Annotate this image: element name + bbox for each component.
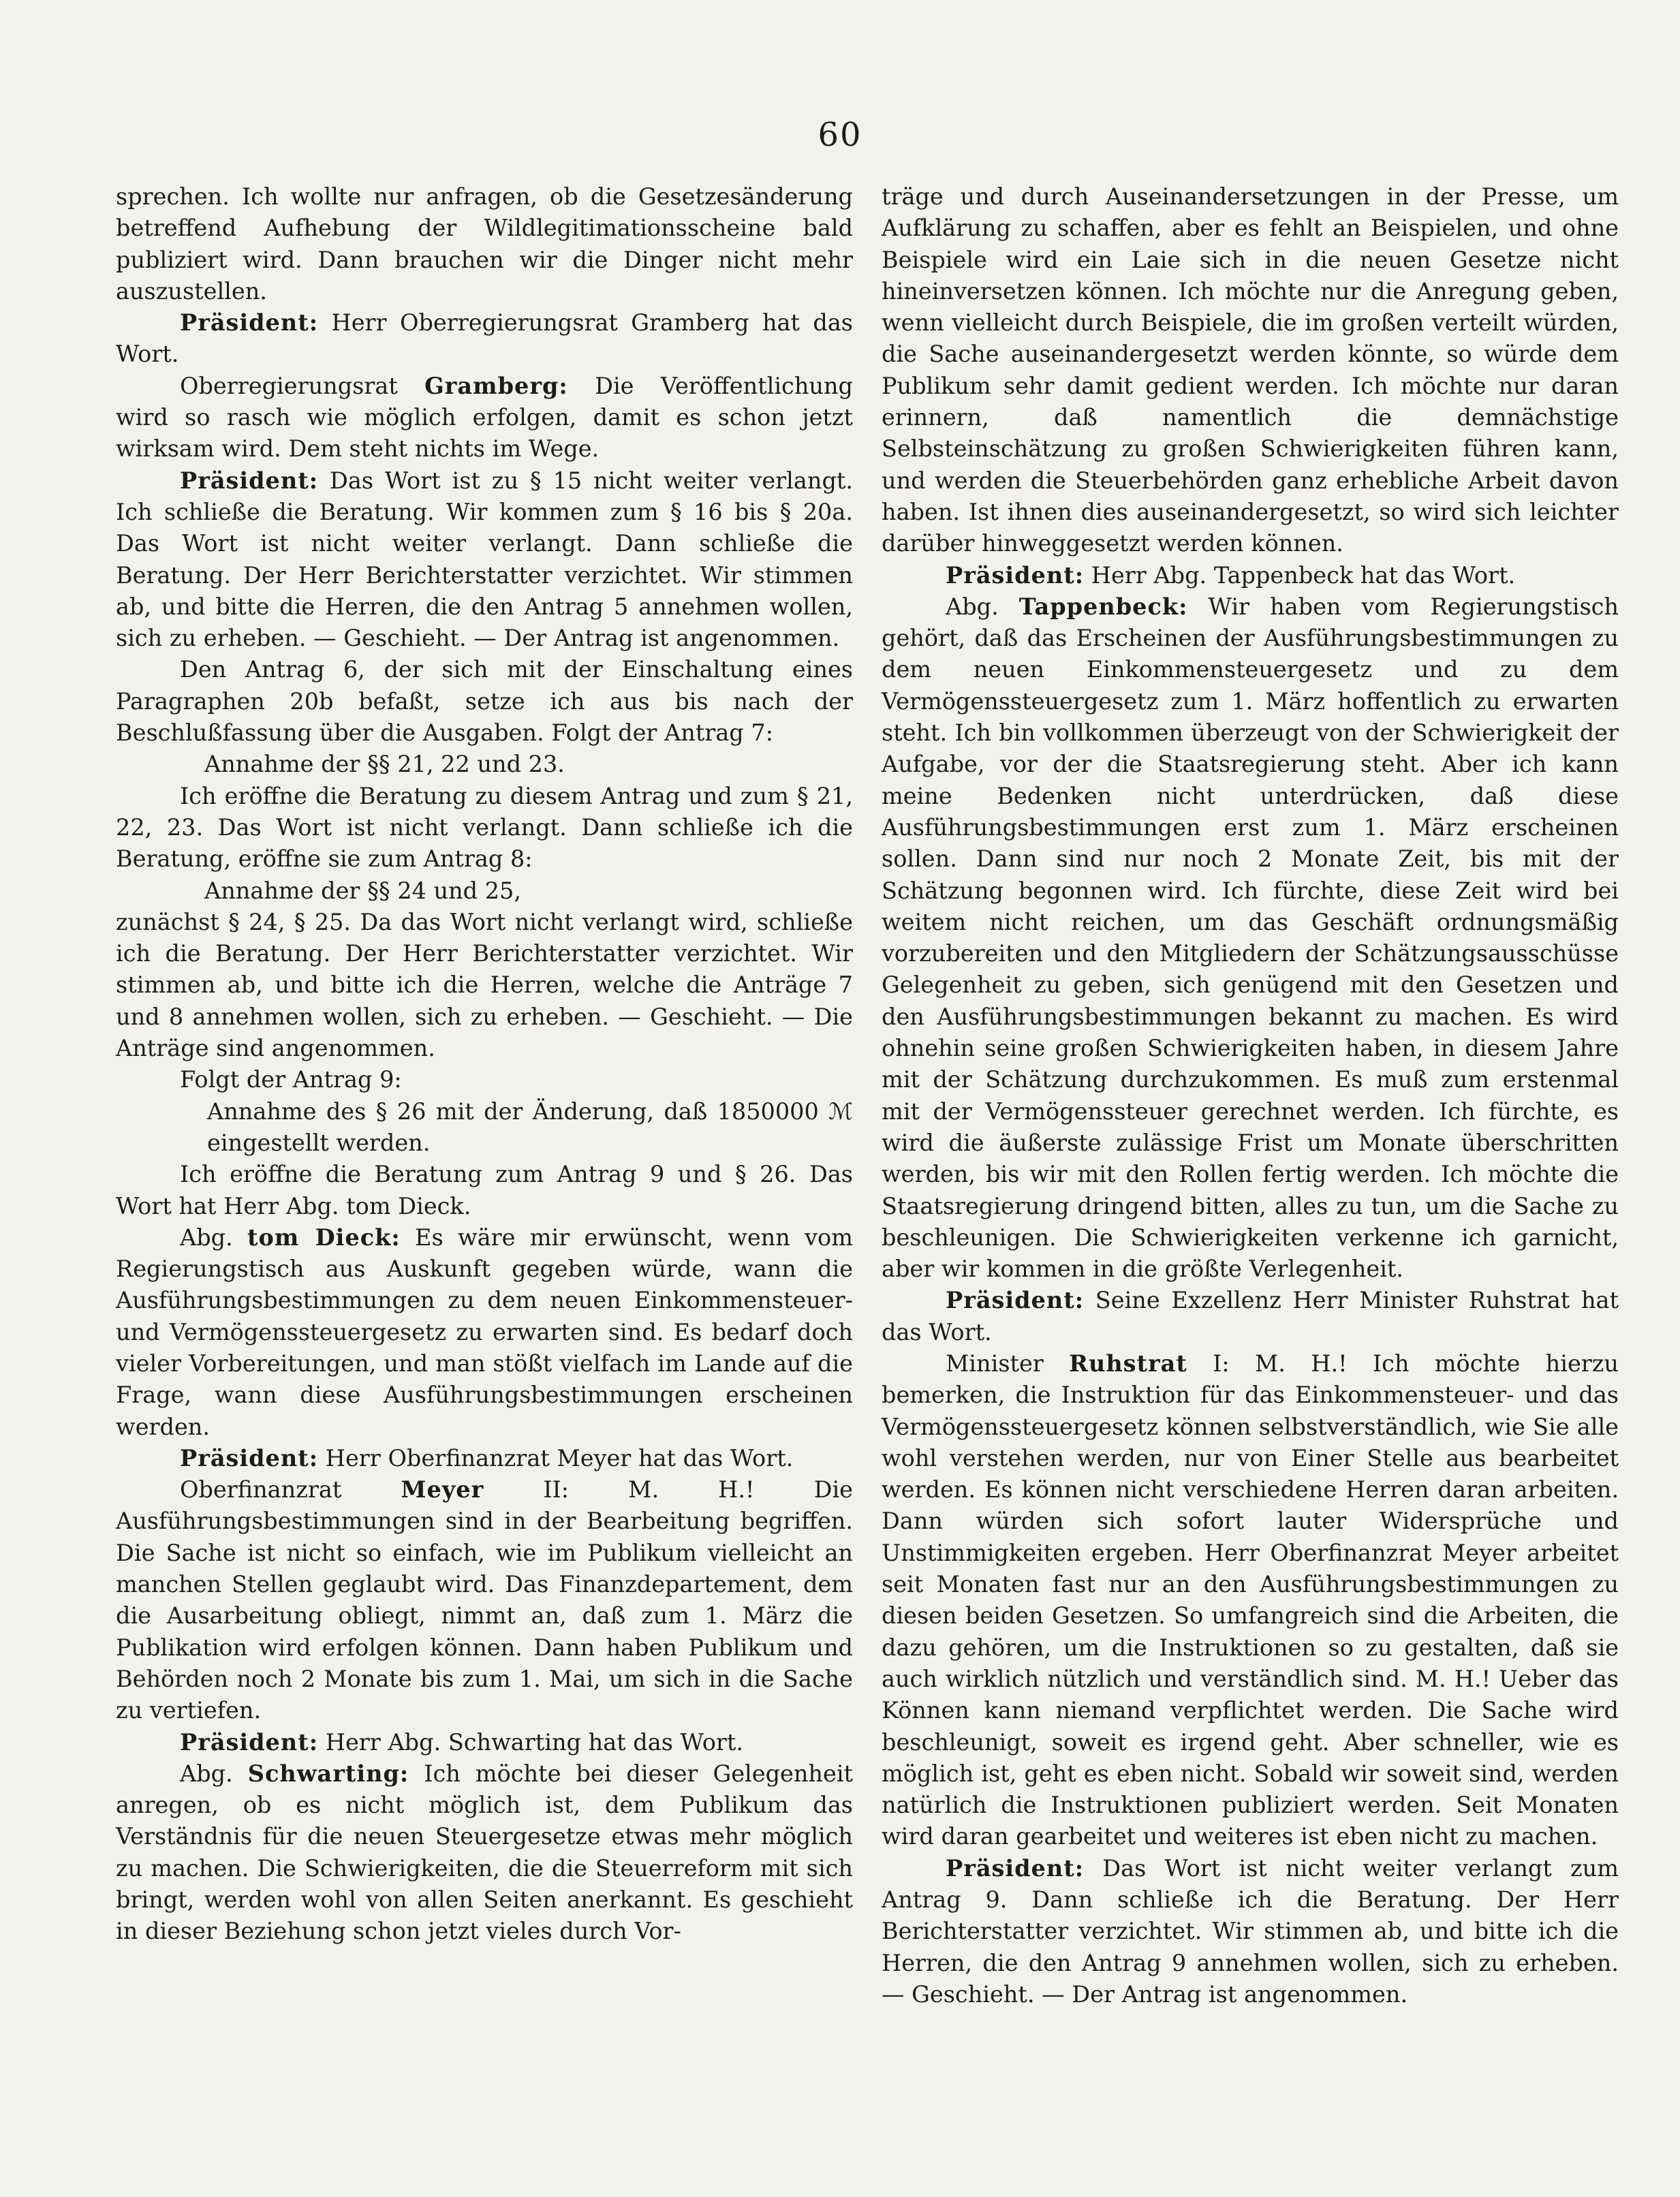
paragraph-text: Den Antrag 6, der sich mit der Einschaltung eines Paragraphen 20b befaßt, setze ich aus bis nach der Beschlußfassung über die Ausgaben. Folgt der Antrag 7: [116, 656, 853, 747]
paragraph-text: Ich möchte bei dieser Gelegenheit anregen, ob es nicht möglich ist, dem Publikum das Verständnis für die neuen Steuergesetze etwas mehr möglich zu machen. Die Schwierigkeiten, die die Steuerreform mit sich bringt, werden wohl von allen Seiten anerkannt. Es geschieht in dieser Beziehung schon jetzt vieles durch Vor- [116, 1760, 853, 1945]
paragraph [882, 1853, 1619, 2010]
paragraph [116, 1474, 853, 1726]
speaker-name: Präsident: [180, 309, 319, 337]
paragraph-text: Abg. [180, 1224, 248, 1251]
paragraph-text: Herr Oberregierungsrat Gramberg hat das Wort. [116, 309, 853, 368]
paragraph [116, 371, 853, 465]
paragraph [116, 875, 853, 907]
paragraph-text: Annahme der §§ 21, 22 und 23. [204, 751, 565, 778]
paragraph [116, 1758, 853, 1948]
speaker-name: Präsident: [946, 561, 1085, 589]
paragraph-text: Herr Abg. Tappenbeck hat das Wort. [1084, 561, 1516, 589]
paragraph [116, 749, 853, 780]
speaker-name: Präsident: [180, 1728, 319, 1756]
paragraph-text: Minister [946, 1350, 1070, 1377]
paragraph-text: Seine Exzellenz Herr Minister Ruhstrat hat das Wort. [882, 1287, 1619, 1345]
paragraph-text: Ich eröffne die Beratung zu diesem Antrag und zum § 21, 22, 23. Das Wort ist nicht verlangt. Dann schließe ich die Beratung, eröffne sie zum Antrag 8: [116, 782, 853, 873]
paragraph [116, 465, 853, 655]
paragraph-text: Herr Abg. Schwarting hat das Wort. [318, 1728, 743, 1756]
paragraph [116, 654, 853, 749]
paragraph-text: Abg. [180, 1760, 248, 1787]
paragraph [116, 1064, 853, 1095]
speaker-name: Präsident: [946, 1854, 1085, 1882]
speaker-name: Präsident: [946, 1287, 1085, 1314]
speaker-name: Schwarting: [247, 1760, 409, 1787]
paragraph [116, 181, 853, 307]
paragraph [116, 307, 853, 371]
paragraph-text: sprechen. Ich wollte nur anfragen, ob die Gesetzesänderung betreffend Aufhebung der Wildlegitimationsscheine bald publiziert wird. Dann brauchen wir die Dinger nicht mehr auszustellen. [116, 183, 853, 305]
paragraph [116, 907, 853, 1064]
paragraph [116, 1096, 853, 1159]
paragraph-text: träge und durch Auseinandersetzungen in der Presse, um Aufklärung zu schaffen, aber es fehlt an Beispielen, und ohne Beispiele wird ein Laie sich in die neuen Gesetze nicht hineinversetzen können. Ich möchte nur die Anregung geben, wenn vielleicht durch Beispiele, die im großen verteilt würden, die Sache auseinandergesetzt werden könnte, so würde dem Publikum sehr damit gedient werden. Ich möchte nur daran erinnern, daß namentlich die demnächstige Selbsteinschätzung zu großen Schwierigkeiten führen kann, und werden die Steuerbehörden ganz erhebliche Arbeit davon haben. Ist ihnen dies auseinandergesetzt, so wird sich leichter darüber hinweggesetzt werden können. [882, 183, 1619, 557]
speaker-name: Präsident: [180, 1444, 319, 1471]
paragraph [882, 1348, 1619, 1853]
speaker-name: Präsident: [180, 467, 319, 494]
paragraph [882, 181, 1619, 560]
paragraph-text: Oberfinanzrat [180, 1476, 401, 1503]
paragraph [116, 781, 853, 875]
paragraph-text: Das Wort ist nicht weiter verlangt zum Antrag 9. Dann schließe ich die Beratung. Der Herr Berichterstatter verzichtet. Wir stimmen ab, und bitte ich die Herren, die den Antrag 9 annehmen wollen, sich zu erheben. — Geschieht. — Der Antrag ist angenommen. [882, 1854, 1619, 2008]
paragraph [116, 1222, 853, 1443]
speaker-name: Tappenbeck: [1018, 593, 1188, 620]
paragraph-text: Folgt der Antrag 9: [180, 1066, 402, 1093]
paragraph-text: Wir haben vom Regierungstisch gehört, daß das Erscheinen der Ausführungsbestimmungen zu dem neuen Einkommensteuergesetz und zu dem Vermögenssteuergesetz zum 1. März hoffentlich zu erwarten steht. Ich bin vollkommen überzeugt von der Schwierigkeit der Aufgabe, vor der die Staatsregierung steht. Aber ich kann meine Bedenken nicht unterdrücken, daß diese Ausführungsbestimmungen erst zum 1. März erscheinen sollen. Dann sind nur noch 2 Monate Zeit, bis mit der Schätzung begonnen wird. Ich fürchte, diese Zeit wird bei weitem nicht reichen, um das Geschäft ordnungsmäßig vorzubereiten und den Mitgliedern der Schätzungsausschüsse Gelegenheit zu geben, sich genügend mit den Gesetzen und den Ausführungsbestimmungen bekannt zu machen. Es wird ohnehin seine großen Schwierigkeiten haben, in diesem Jahre mit der Schätzung durchzukommen. Es muß zum erstenmal mit der Vermögenssteuer gerechnet werden. Ich fürchte, es wird die äußerste zulässige Frist um Monate überschritten werden, bis wir mit den Rollen fertig werden. Ich möchte die Staatsregierung dringend bitten, alles zu tun, um die Sache zu beschleunigen. Die Schwierigkeiten verkenne ich garnicht, aber wir kommen in die größte Verlegenheit. [882, 593, 1619, 1283]
paragraph-text: Herr Oberfinanzrat Meyer hat das Wort. [318, 1444, 794, 1471]
paragraph-text: Abg. [946, 593, 1019, 620]
paragraph [882, 591, 1619, 1286]
paragraph [116, 1159, 853, 1222]
paragraph [882, 1285, 1619, 1348]
paragraph [882, 560, 1619, 591]
paragraph-text: Das Wort ist zu § 15 nicht weiter verlangt. Ich schließe die Beratung. Wir kommen zum § 16 bis § 20a. Das Wort ist nicht weiter verlangt. Dann schließe die Beratung. Der Herr Berichterstatter verzichtet. Wir stimmen ab, und bitte die Herren, die den Antrag 5 annehmen wollen, sich zu erheben. — Geschieht. — Der Antrag ist angenommen. [116, 467, 853, 652]
speaker-name: Ruhstrat [1069, 1350, 1187, 1377]
speaker-name: Meyer [401, 1476, 484, 1503]
paragraph [116, 1727, 853, 1758]
paragraph-text: Die Veröffentlichung wird so rasch wie möglich erfolgen, damit es schon jetzt wirksam wird. Dem steht nichts im Wege. [116, 372, 853, 463]
paragraph-text: Annahme der §§ 24 und 25, [204, 877, 522, 904]
paragraph-text: II: M. H.! Die Ausführungsbestimmungen sind in der Bearbeitung begriffen. Die Sache ist nicht so einfach, wie im Publikum vielleicht an manchen Stellen geglaubt wird. Das Finanzdepartement, dem die Ausarbeitung obliegt, nimmt an, daß zum 1. März die Publikation wird erfolgen können. Dann haben Publikum und Behörden noch 2 Monate bis zum 1. Mai, um sich in die Sache zu vertiefen. [116, 1476, 853, 1724]
speaker-name: tom Dieck: [247, 1224, 401, 1251]
paragraph-text: Ich eröffne die Beratung zum Antrag 9 und § 26. Das Wort hat Herr Abg. tom Dieck. [116, 1161, 853, 1219]
paragraph [116, 1443, 853, 1474]
paragraph-text: zunächst § 24, § 25. Da das Wort nicht verlangt wird, schließe ich die Beratung. Der Herr Berichterstatter verzichtet. Wir stimmen ab, und bitte ich die Herren, welche die Anträge 7 und 8 annehmen wollen, sich zu erheben. — Geschieht. — Die Anträge sind angenommen. [116, 908, 853, 1062]
paragraph-text: I: M. H.! Ich möchte hierzu bemerken, die Instruktion für das Einkommensteuer- und das Vermögenssteuergesetz können selbstverständlich, wie Sie alle wohl verstehen werden, nur von Einer Stelle aus bearbeitet werden. Es können nicht verschiedene Herren daran arbeiten. Dann würden sich sofort lauter Widersprüche und Unstimmigkeiten ergeben. Herr Oberfinanzrat Meyer arbeitet seit Monaten fast nur an den Ausführungsbestimmungen zu diesen beiden Gesetzen. So umfangreich sind die Arbeiten, die dazu gehören, um die Instruktionen so zu gestalten, daß sie auch wirklich nützlich und verständlich sind. M. H.! Ueber das Können kann niemand verpflichtet werden. Die Sache wird beschleunigt, soweit es irgend geht. Aber schneller, wie es möglich ist, geht es eben nicht. Sobald wir soweit sind, werden natürlich die Instruktionen publiziert werden. Seit Monaten wird daran gearbeitet und weiteres ist eben nicht zu machen. [882, 1350, 1619, 1850]
left-column [116, 181, 853, 1948]
speaker-name: Gramberg: [424, 372, 568, 399]
right-column [882, 181, 1619, 2010]
paragraph-text: Es wäre mir erwünscht, wenn vom Regierungstisch aus Auskunft gegeben würde, wann die Ausführungsbestimmungen zu dem neuen Einkommensteuer- und Vermögenssteuergesetz zu erwarten sind. Es bedarf doch vieler Vorbereitungen, und man stößt vielfach im Lande auf die Frage, wann diese Ausführungsbestimmungen erscheinen werden. [116, 1224, 853, 1440]
paragraph-text: Oberregierungsrat [180, 372, 425, 399]
page-number: 60 [818, 116, 862, 154]
paragraph-text: Annahme des § 26 mit der Änderung, daß 1850000 ℳ eingestellt werden. [207, 1097, 853, 1156]
